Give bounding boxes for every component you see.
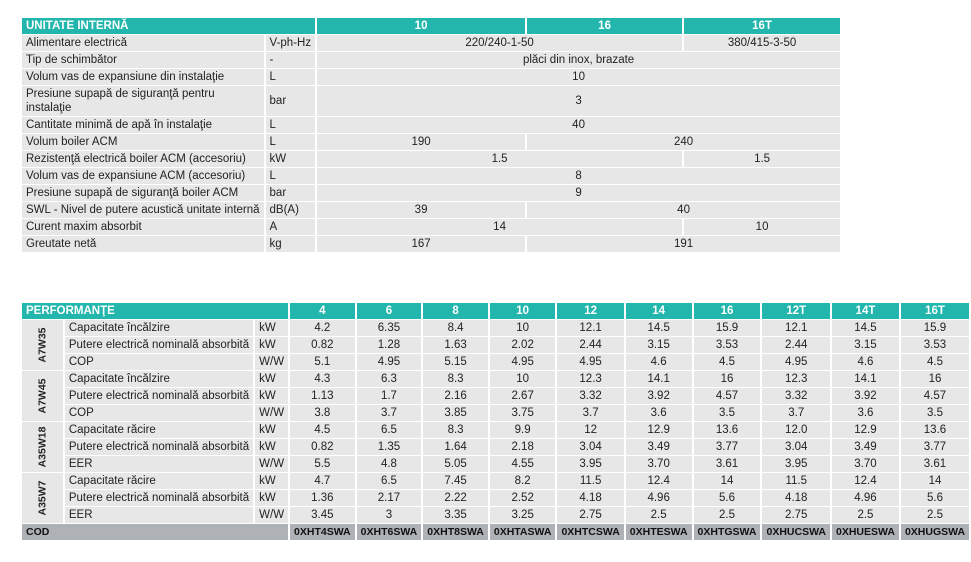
table-row	[22, 473, 969, 489]
cell-value: 12.9	[626, 422, 692, 438]
cell-value: 4.5	[901, 354, 969, 370]
row-label: Presiune supapă de siguranţă boiler ACM	[22, 185, 264, 201]
table-row	[22, 52, 840, 68]
table-row	[22, 405, 969, 421]
cell-value: 8.3	[423, 422, 488, 438]
cell-value: 191	[527, 236, 840, 252]
cell-value: 1.5	[317, 151, 682, 167]
row-unit: kW	[255, 388, 288, 404]
table-row	[22, 371, 969, 387]
cell-value: 39	[317, 202, 525, 218]
row-label: Putere electrică nominală absorbită	[65, 439, 253, 455]
row-label: Putere electrică nominală absorbită	[65, 490, 253, 506]
cell-value: 13.6	[901, 422, 969, 438]
condition-group-label	[22, 320, 63, 370]
column-header: 10	[490, 303, 556, 319]
cell-value: 12.9	[832, 422, 899, 438]
cell-value: 1.7	[357, 388, 422, 404]
row-unit: kW	[255, 337, 288, 353]
cell-value: 4.5	[694, 354, 761, 370]
row-unit: kW	[255, 371, 288, 387]
cell-value: 1.36	[290, 490, 355, 506]
cell-value: 4.8	[357, 456, 422, 472]
cell-value: 3.7	[357, 405, 422, 421]
table-row	[22, 185, 840, 201]
cell-value: 4.57	[694, 388, 761, 404]
row-label: Capacitate încălzire	[65, 371, 253, 387]
cell-value: 3.32	[762, 388, 830, 404]
code-label: COD	[22, 524, 288, 540]
column-header: 12T	[762, 303, 830, 319]
cell-value: 15.9	[694, 320, 761, 336]
cell-value: 4.6	[832, 354, 899, 370]
cell-value: 3.95	[557, 456, 623, 472]
row-label: Putere electrică nominală absorbită	[65, 388, 253, 404]
cell-value: 3.7	[762, 405, 830, 421]
row-unit: kW	[255, 490, 288, 506]
row-label: Capacitate răcire	[65, 473, 253, 489]
row-unit: W/W	[255, 507, 288, 523]
row-unit: kg	[266, 236, 316, 252]
row-label: Tip de schimbător	[22, 52, 264, 68]
cell-value: plăci din inox, brazate	[317, 52, 840, 68]
row-unit: L	[266, 134, 316, 150]
cell-value: 10	[317, 69, 840, 85]
row-unit: kW	[255, 422, 288, 438]
cell-value: 2.17	[357, 490, 422, 506]
cell-value: 3.6	[626, 405, 692, 421]
table-row	[22, 202, 840, 218]
cell-value: 12.1	[762, 320, 830, 336]
cell-value: 4.95	[490, 354, 556, 370]
row-unit: W/W	[255, 354, 288, 370]
cell-value: 3.5	[901, 405, 969, 421]
table-row	[22, 134, 840, 150]
cell-value: 8.4	[423, 320, 488, 336]
product-code: 0XHTGSWA	[694, 524, 761, 540]
cell-value: 12.3	[762, 371, 830, 387]
cell-value: 8.3	[423, 371, 488, 387]
cell-value: 3.49	[832, 439, 899, 455]
cell-value: 3.70	[832, 456, 899, 472]
row-unit: W/W	[255, 405, 288, 421]
cell-value: 3.04	[557, 439, 623, 455]
row-unit: kW	[266, 151, 316, 167]
cell-value: 10	[490, 320, 556, 336]
cell-value: 4.5	[290, 422, 355, 438]
cell-value: 3	[317, 86, 840, 116]
table-row	[22, 456, 969, 472]
row-label: Rezistenţă electrică boiler ACM (accesoriu)	[22, 151, 264, 167]
table-title: PERFORMANŢE	[22, 303, 288, 319]
row-label: Volum vas de expansiune din instalaţie	[22, 69, 264, 85]
column-header: 16T	[684, 18, 840, 34]
cell-value: 2.75	[762, 507, 830, 523]
row-unit: -	[266, 52, 316, 68]
cell-value: 3.85	[423, 405, 488, 421]
product-code: 0XHUGSWA	[901, 524, 969, 540]
row-label: Volum boiler ACM	[22, 134, 264, 150]
cell-value: 16	[901, 371, 969, 387]
cell-value: 3.70	[626, 456, 692, 472]
cell-value: 14.1	[832, 371, 899, 387]
row-unit: dB(A)	[266, 202, 316, 218]
cell-value: 3.53	[694, 337, 761, 353]
condition-group-label	[22, 473, 63, 523]
table-title: UNITATE INTERNĂ	[22, 18, 315, 34]
cell-value: 3.5	[694, 405, 761, 421]
cell-value: 40	[527, 202, 840, 218]
cell-value: 3.7	[557, 405, 623, 421]
row-unit: kW	[255, 439, 288, 455]
cell-value: 3.61	[901, 456, 969, 472]
row-unit: kW	[255, 320, 288, 336]
table-row	[22, 439, 969, 455]
table-row	[22, 168, 840, 184]
column-header: 14	[626, 303, 692, 319]
cell-value: 4.95	[557, 354, 623, 370]
cell-value: 12	[557, 422, 623, 438]
cell-value: 1.13	[290, 388, 355, 404]
cell-value: 2.5	[626, 507, 692, 523]
row-unit: A	[266, 219, 316, 235]
table-row	[22, 117, 840, 133]
cell-value: 4.2	[290, 320, 355, 336]
cell-value: 3.92	[832, 388, 899, 404]
table-row	[22, 337, 969, 353]
cell-value: 3.75	[490, 405, 556, 421]
condition-label: A7W45	[36, 378, 49, 414]
row-label: Presiune supapă de siguranţă pentru instalaţie	[22, 86, 264, 116]
cell-value: 220/240-1-50	[317, 35, 682, 51]
cell-value: 4.6	[626, 354, 692, 370]
cell-value: 8	[317, 168, 840, 184]
cell-value: 12.4	[832, 473, 899, 489]
cell-value: 5.1	[290, 354, 355, 370]
row-label: Capacitate răcire	[65, 422, 253, 438]
table-row	[22, 490, 969, 506]
row-unit: bar	[266, 185, 316, 201]
cell-value: 4.96	[626, 490, 692, 506]
cell-value: 1.5	[684, 151, 840, 167]
cell-value: 13.6	[694, 422, 761, 438]
table-row	[22, 151, 840, 167]
cell-value: 5.15	[423, 354, 488, 370]
cell-value: 4.7	[290, 473, 355, 489]
cell-value: 2.52	[490, 490, 556, 506]
cell-value: 3.77	[694, 439, 761, 455]
cell-value: 14	[694, 473, 761, 489]
column-header: 12	[557, 303, 623, 319]
table-row	[22, 219, 840, 235]
cell-value: 3.49	[626, 439, 692, 455]
code-row	[22, 524, 969, 540]
product-code: 0XHT8SWA	[423, 524, 488, 540]
cell-value: 14.1	[626, 371, 692, 387]
cell-value: 2.5	[694, 507, 761, 523]
table-row	[22, 507, 969, 523]
cell-value: 380/415-3-50	[684, 35, 840, 51]
cell-value: 240	[527, 134, 840, 150]
cell-value: 2.5	[832, 507, 899, 523]
cell-value: 5.05	[423, 456, 488, 472]
row-label: Greutate netă	[22, 236, 264, 252]
cell-value: 16	[694, 371, 761, 387]
cell-value: 2.18	[490, 439, 556, 455]
cell-value: 3.45	[290, 507, 355, 523]
indoor-unit-table	[20, 17, 842, 253]
column-header: 16	[694, 303, 761, 319]
cell-value: 14.5	[832, 320, 899, 336]
row-label: SWL - Nivel de putere acustică unitate internă	[22, 202, 264, 218]
cell-value: 6.5	[357, 473, 422, 489]
cell-value: 12.4	[626, 473, 692, 489]
condition-group-label	[22, 371, 63, 421]
cell-value: 3.61	[694, 456, 761, 472]
row-label: EER	[65, 456, 253, 472]
cell-value: 15.9	[901, 320, 969, 336]
row-unit: L	[266, 168, 316, 184]
cell-value: 3.35	[423, 507, 488, 523]
column-header: 6	[357, 303, 422, 319]
cell-value: 4.95	[762, 354, 830, 370]
table-row	[22, 422, 969, 438]
row-unit: V-ph-Hz	[266, 35, 316, 51]
condition-label: A35W18	[36, 426, 49, 468]
product-code: 0XHUCSWA	[762, 524, 830, 540]
cell-value: 5.6	[901, 490, 969, 506]
column-header: 10	[317, 18, 525, 34]
cell-value: 0.82	[290, 439, 355, 455]
table-row	[22, 35, 840, 51]
cell-value: 40	[317, 117, 840, 133]
product-code: 0XHTASWA	[490, 524, 556, 540]
cell-value: 4.18	[557, 490, 623, 506]
cell-value: 167	[317, 236, 525, 252]
table-row	[22, 69, 840, 85]
column-header: 16	[527, 18, 682, 34]
condition-label: A7W35	[36, 327, 49, 363]
cell-value: 6.3	[357, 371, 422, 387]
cell-value: 3.32	[557, 388, 623, 404]
cell-value: 2.44	[557, 337, 623, 353]
table-row	[22, 86, 840, 116]
cell-value: 4.57	[901, 388, 969, 404]
cell-value: 3.6	[832, 405, 899, 421]
cell-value: 1.63	[423, 337, 488, 353]
cell-value: 2.67	[490, 388, 556, 404]
product-code: 0XHT6SWA	[357, 524, 422, 540]
cell-value: 12.3	[557, 371, 623, 387]
column-header: 8	[423, 303, 488, 319]
condition-label: A35W7	[36, 480, 49, 516]
row-label: Capacitate încălzire	[65, 320, 253, 336]
cell-value: 4.3	[290, 371, 355, 387]
product-code: 0XHTESWA	[626, 524, 692, 540]
row-label: COP	[65, 405, 253, 421]
table-header-row	[22, 303, 969, 319]
cell-value: 3.95	[762, 456, 830, 472]
table-row	[22, 354, 969, 370]
cell-value: 1.28	[357, 337, 422, 353]
product-code: 0XHT4SWA	[290, 524, 355, 540]
row-label: Putere electrică nominală absorbită	[65, 337, 253, 353]
cell-value: 2.44	[762, 337, 830, 353]
table-row	[22, 320, 969, 336]
cell-value: 1.35	[357, 439, 422, 455]
performance-table	[20, 302, 971, 541]
row-label: Alimentare electrică	[22, 35, 264, 51]
cell-value: 6.35	[357, 320, 422, 336]
product-code: 0XHUESWA	[832, 524, 899, 540]
row-label: Curent maxim absorbit	[22, 219, 264, 235]
cell-value: 14	[901, 473, 969, 489]
cell-value: 3.04	[762, 439, 830, 455]
column-header: 16T	[901, 303, 969, 319]
cell-value: 3.25	[490, 507, 556, 523]
row-unit: W/W	[255, 456, 288, 472]
cell-value: 3.15	[626, 337, 692, 353]
row-unit: bar	[266, 86, 316, 116]
cell-value: 14.5	[626, 320, 692, 336]
cell-value: 1.64	[423, 439, 488, 455]
cell-value: 12.1	[557, 320, 623, 336]
cell-value: 4.55	[490, 456, 556, 472]
row-unit: L	[266, 69, 316, 85]
cell-value: 12.0	[762, 422, 830, 438]
product-code: 0XHTCSWA	[557, 524, 623, 540]
cell-value: 2.22	[423, 490, 488, 506]
cell-value: 2.5	[901, 507, 969, 523]
cell-value: 5.5	[290, 456, 355, 472]
cell-value: 7.45	[423, 473, 488, 489]
table-header-row	[22, 18, 840, 34]
column-header: 14T	[832, 303, 899, 319]
cell-value: 5.6	[694, 490, 761, 506]
row-label: Volum vas de expansiune ACM (accesoriu)	[22, 168, 264, 184]
row-label: Cantitate minimă de apă în instalaţie	[22, 117, 264, 133]
cell-value: 9	[317, 185, 840, 201]
column-header: 4	[290, 303, 355, 319]
cell-value: 14	[317, 219, 682, 235]
cell-value: 4.96	[832, 490, 899, 506]
cell-value: 10	[490, 371, 556, 387]
cell-value: 3	[357, 507, 422, 523]
cell-value: 190	[317, 134, 525, 150]
cell-value: 8.2	[490, 473, 556, 489]
row-unit: kW	[255, 473, 288, 489]
cell-value: 3.53	[901, 337, 969, 353]
cell-value: 0.82	[290, 337, 355, 353]
table-row	[22, 388, 969, 404]
condition-group-label	[22, 422, 63, 472]
cell-value: 4.18	[762, 490, 830, 506]
table-row	[22, 236, 840, 252]
cell-value: 10	[684, 219, 840, 235]
cell-value: 9.9	[490, 422, 556, 438]
cell-value: 2.75	[557, 507, 623, 523]
cell-value: 3.8	[290, 405, 355, 421]
cell-value: 3.92	[626, 388, 692, 404]
cell-value: 11.5	[557, 473, 623, 489]
cell-value: 6.5	[357, 422, 422, 438]
cell-value: 4.95	[357, 354, 422, 370]
cell-value: 3.77	[901, 439, 969, 455]
row-unit: L	[266, 117, 316, 133]
row-label: EER	[65, 507, 253, 523]
row-label: COP	[65, 354, 253, 370]
cell-value: 11.5	[762, 473, 830, 489]
cell-value: 2.02	[490, 337, 556, 353]
cell-value: 2.16	[423, 388, 488, 404]
cell-value: 3.15	[832, 337, 899, 353]
